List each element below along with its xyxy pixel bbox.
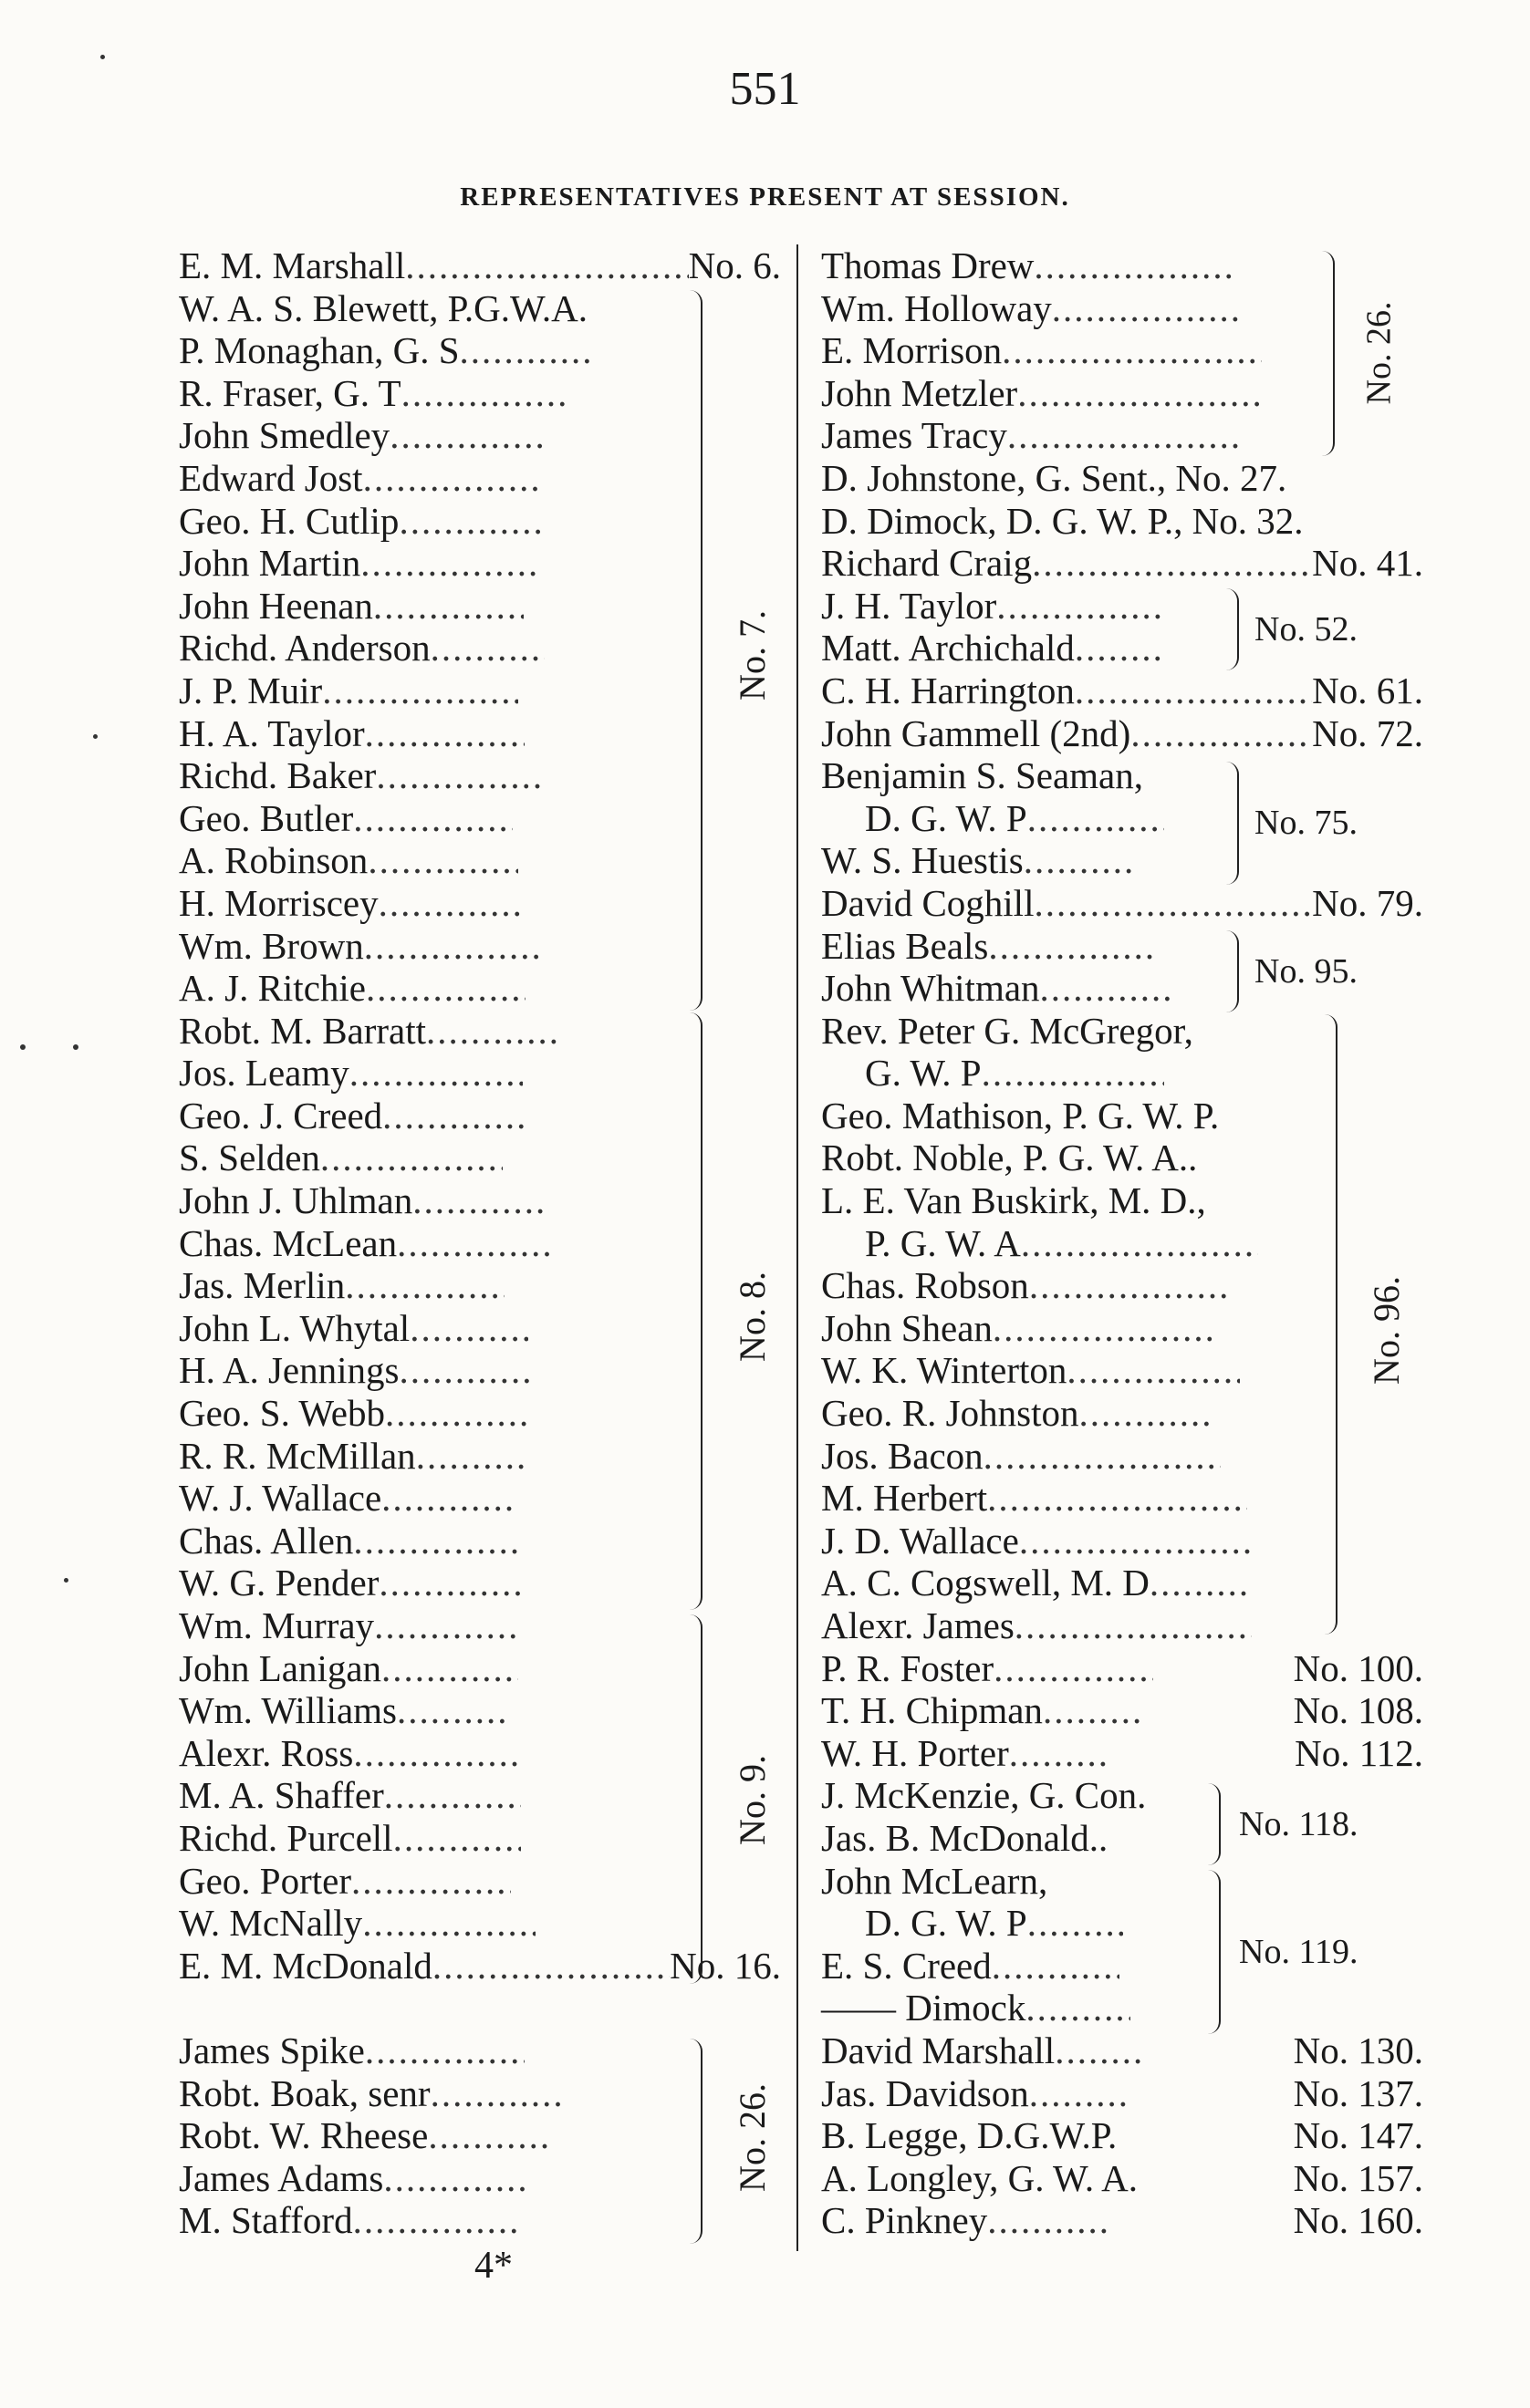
list-item: E. M. McDonald ..... No. 16. [179,1945,781,1988]
list-item: Chas. McLean ..... [179,1222,781,1265]
list-item: Geo. Mathison, P. G. W. P. [821,1094,1220,1137]
list-item: Jas. Merlin ..... [179,1264,781,1307]
list-item: A. Robinson ..... [179,839,781,882]
group-label-no-119: No. 119. [1239,1933,1358,1971]
list-item: C. Pinkney ..... No. 160. [821,2199,1423,2242]
list-item: Wm. Williams ..... [179,1689,781,1732]
brace [1204,1870,1221,2034]
list-item: Robt. Boak, senr ..... [179,2072,781,2115]
list-item: A. J. Ritchie ..... [179,967,781,1010]
group-label-no-118: No. 118. [1239,1805,1358,1843]
list-item: Wm. Murray ..... [179,1604,781,1647]
list-item: John J. Uhlman ..... [179,1179,781,1222]
list-item: John Heenan ..... [179,585,781,628]
brace [1318,251,1335,456]
list-item: M. Stafford ..... [179,2199,781,2242]
scan-speck [64,1578,68,1583]
list-item: John Smedley ..... [179,414,781,457]
list-item: James Spike ..... [179,2029,781,2072]
list-item: W. K. Winterton ..... [821,1349,1423,1392]
list-item: D. Dimock, D. G. W. P., No. 32. [821,499,1304,542]
list-item: W. McNally ..... [179,1902,781,1945]
list-item: Robt. W. Rheese ..... [179,2114,781,2157]
list-item: John Metzler ..... [821,372,1423,415]
list-item: J. McKenzie, G. Con. [821,1774,1147,1817]
list-item: John Martin ..... [179,542,781,585]
list-item: John McLearn, [821,1859,1048,1902]
list-item: Matt. Archichald ..... [821,627,1423,669]
group-label-no-26-left: No. 26. [731,2083,773,2192]
list-item: James Tracy ..... [821,414,1423,457]
list-item: P. G. W. A ..... [821,1222,1423,1265]
list-item: Geo. R. Johnston ..... [821,1392,1423,1435]
list-item: David Marshall ..... No. 130. [821,2029,1423,2072]
list-item: John L. Whytal ..... [179,1307,781,1350]
list-item: Wm. Holloway ..... [821,287,1423,330]
list-item: Thomas Drew ..... [821,244,1423,287]
brace [1223,930,1239,1012]
list-item: H. A. Taylor ..... [179,712,781,755]
list-item: J. P. Muir ..... [179,669,781,712]
list-item: H. Morriscey ..... [179,882,781,925]
scan-speck [93,734,98,739]
page-number: 551 [729,63,801,115]
scan-speck [20,1044,26,1050]
list-item: Geo. H. Cutlip ..... [179,500,781,543]
list-item: John Whitman ..... [821,967,1423,1010]
list-item: Richd. Baker ..... [179,754,781,797]
brace [686,1614,703,1984]
list-item: Richard Craig ..... No. 41. [821,542,1423,585]
brace [1321,1014,1337,1635]
scan-speck [73,1044,78,1050]
group-label-no-9: No. 9. [731,1755,773,1845]
list-item: W. A. S. Blewett, P.G.W.A. [179,286,588,329]
list-item: P. Monaghan, G. S ..... [179,329,781,372]
list-item: E. S. Creed ..... [821,1945,1423,1988]
list-item: —— Dimock ..... [821,1987,1423,2029]
list-item: Robt. M. Barratt ..... [179,1010,781,1053]
list-item: A. C. Cogswell, M. D ..... [821,1562,1423,1604]
list-item: E. Morrison ..... [821,329,1423,372]
group-label-no-8: No. 8. [731,1271,773,1362]
list-item: Robt. Noble, P. G. W. A.. [821,1137,1198,1179]
group-label-no-7: No. 7. [731,610,773,701]
list-item: J. D. Wallace ..... [821,1520,1423,1562]
group-label-no-95: No. 95. [1254,952,1358,991]
list-item: David Coghill ..... No. 79. [821,882,1423,925]
list-item: John Lanigan ..... [179,1647,781,1690]
spacer [179,1987,781,2029]
list-item: J. H. Taylor ..... [821,585,1423,628]
list-item: T. H. Chipman ..... No. 108. [821,1689,1423,1732]
list-item: Geo. S. Webb ..... [179,1392,781,1435]
group-label-no-96: No. 96. [1365,1276,1407,1385]
brace [1223,762,1239,885]
list-item: D. G. W. P ..... [821,1902,1423,1945]
list-item: E. M. Marshall ..... No. 6. [179,244,781,287]
list-item: Richd. Purcell ..... [179,1817,781,1860]
list-item: D. G. W. P ..... [821,797,1423,840]
list-item: D. Johnstone, G. Sent., No. 27. [821,456,1287,499]
list-item: G. W. P ..... [821,1052,1423,1095]
list-item: W. S. Huestis ..... [821,839,1423,882]
list-item: Geo. Butler ..... [179,797,781,840]
list-item: Richd. Anderson ..... [179,627,781,669]
column-divider [796,244,798,2251]
list-item: W. G. Pender ..... [179,1562,781,1604]
list-item: M. A. Shaffer ..... [179,1774,781,1817]
list-item: James Adams ..... [179,2157,781,2200]
list-item: Wm. Brown ..... [179,925,781,968]
list-item: H. A. Jennings ..... [179,1349,781,1392]
list-item: M. Herbert ..... [821,1477,1423,1520]
list-item: S. Selden ..... [179,1137,781,1179]
list-item: Alexr. Ross ..... [179,1732,781,1775]
list-item: P. R. Foster ..... No. 100. [821,1647,1423,1690]
list-item: Elias Beals ..... [821,925,1423,968]
list-item: W. J. Wallace ..... [179,1477,781,1520]
list-item: Edward Jost ..... [179,457,781,500]
list-item: A. Longley, G. W. A. No. 157. [821,2156,1423,2199]
list-item: Chas. Robson ..... [821,1264,1423,1307]
list-item: R. R. McMillan ..... [179,1435,781,1478]
list-item: W. H. Porter ..... No. 112. [821,1732,1423,1775]
list-item: Jos. Leamy ..... [179,1052,781,1095]
signature-mark: 4* [474,2245,513,2287]
list-item: C. H. Harrington ..... No. 61. [821,669,1423,712]
list-item: Chas. Allen ..... [179,1520,781,1562]
group-label-no-52: No. 52. [1254,610,1358,649]
list-item: John Gammell (2nd) ..... No. 72. [821,712,1423,755]
page-heading: REPRESENTATIVES PRESENT AT SESSION. [460,182,1070,212]
list-item: Alexr. James ..... [821,1604,1423,1647]
scan-speck [100,55,105,59]
list-item: Rev. Peter G. McGregor, [821,1009,1193,1052]
brace [686,1012,703,1610]
list-item: Jas. B. McDonald.. [821,1816,1108,1859]
list-item: Benjamin S. Seaman, [821,754,1144,797]
list-item: B. Legge, D.G.W.P. No. 147. [821,2114,1423,2157]
brace [1204,1783,1221,1865]
group-label-no-26-right: No. 26. [1359,301,1399,405]
list-item: John Shean ..... [821,1307,1423,1350]
brace [686,2039,703,2244]
group-label-no-75: No. 75. [1254,804,1358,842]
list-item: Jos. Bacon ..... [821,1435,1423,1478]
brace [686,290,703,1011]
list-item: R. Fraser, G. T ..... [179,372,781,415]
list-item: L. E. Van Buskirk, M. D., [821,1179,1206,1222]
list-item: Jas. Davidson ..... No. 137. [821,2072,1423,2115]
list-item: Geo. Porter ..... [179,1860,781,1903]
list-item: Geo. J. Creed ..... [179,1095,781,1137]
brace [1223,588,1239,670]
